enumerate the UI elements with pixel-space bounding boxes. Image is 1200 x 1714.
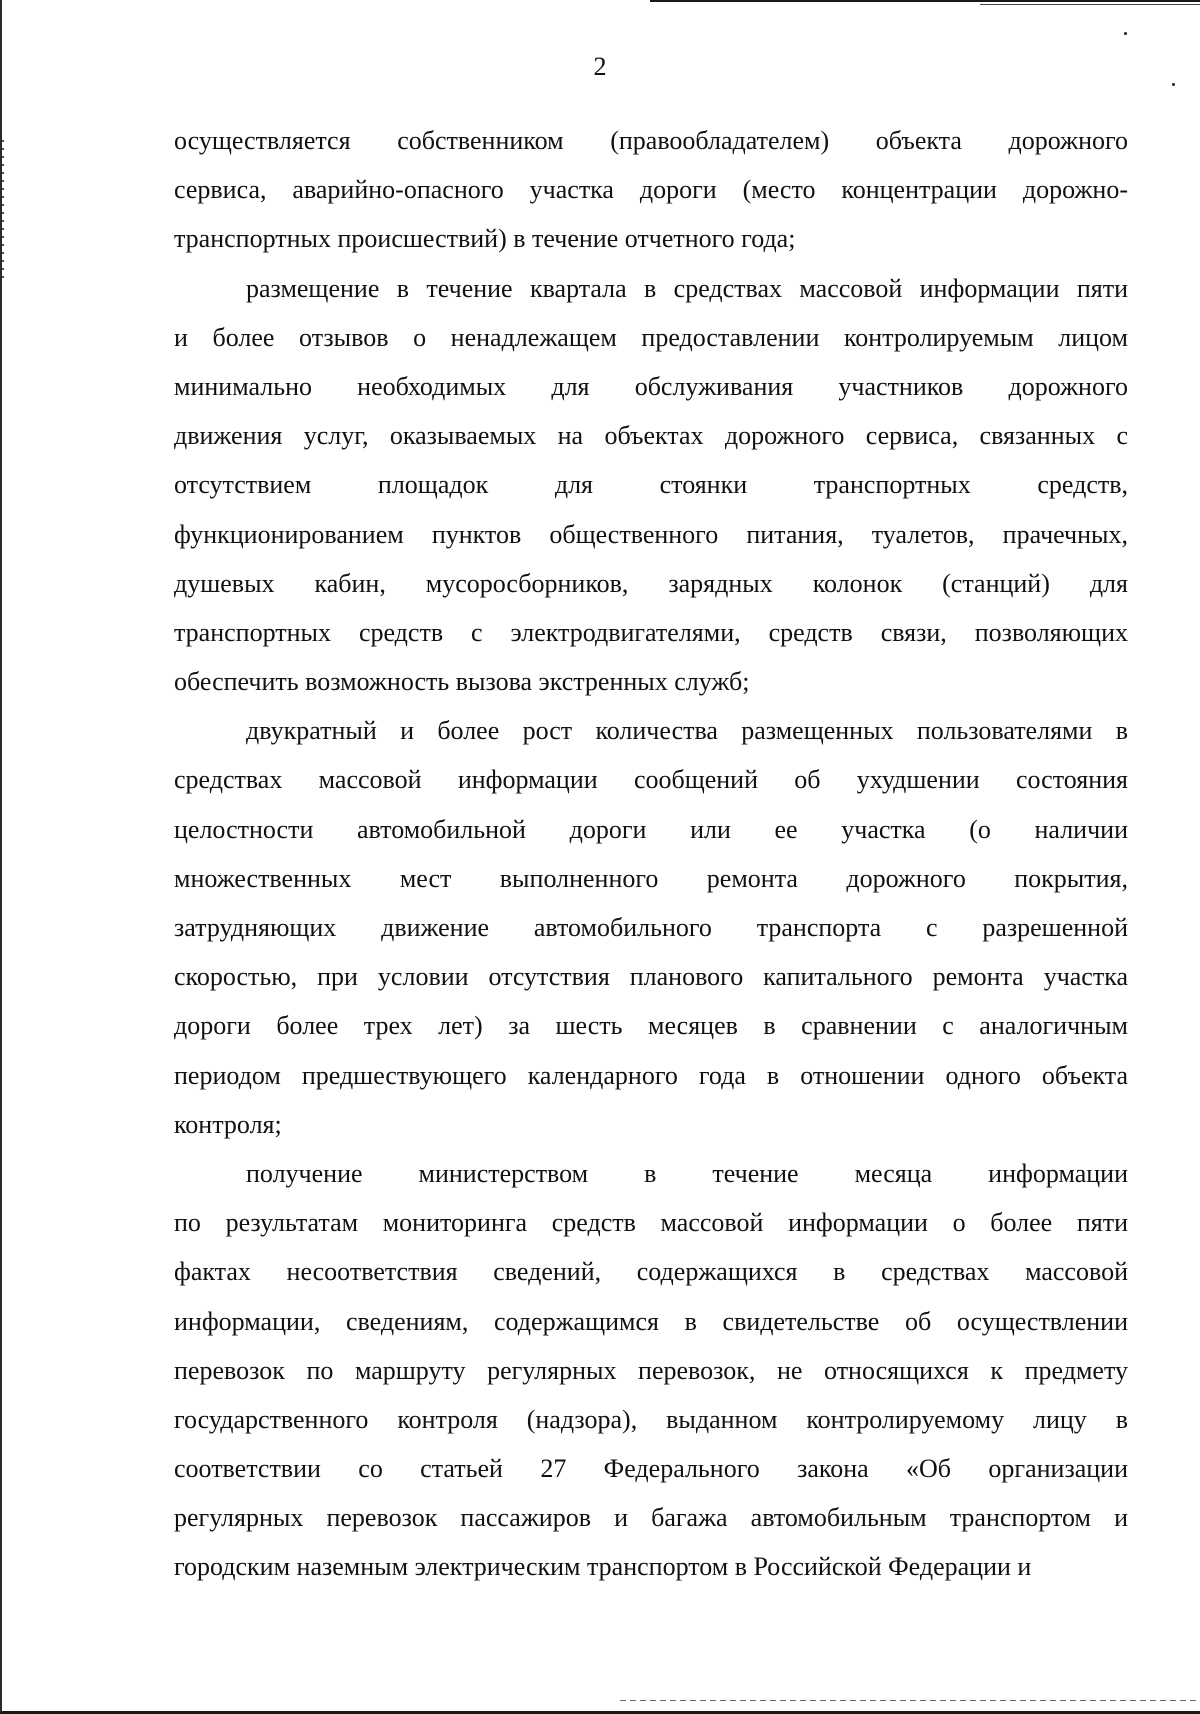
text-line: сервиса, аварийно-опасного участка дороги (место концентрации дорожно- <box>174 175 1128 205</box>
paragraph <box>174 1149 1128 1592</box>
text-line: функционированием пунктов общественного питания, туалетов, прачечных, <box>174 519 1128 549</box>
text-line: контроля; <box>174 1109 282 1139</box>
text-line: перевозок по маршруту регулярных перевозок, не относящихся к предмету <box>174 1355 1128 1385</box>
paragraph <box>174 264 1128 707</box>
text-line: городским наземным электрическим транспортом в Российской Федерации и <box>174 1552 1032 1582</box>
text-line: транспортных происшествий) в течение отчетного года; <box>174 224 796 254</box>
text-line: периодом предшествующего календарного года в отношении одного объекта <box>174 1060 1128 1090</box>
text-line: получение министерством в течение месяца информации <box>246 1158 1128 1188</box>
text-line: соответствии со статьей 27 Федерального закона «Об организации <box>174 1454 1128 1484</box>
paragraph <box>174 706 1128 1149</box>
text-line: и более отзывов о ненадлежащем предоставлении контролируемым лицом <box>174 322 1128 352</box>
text-line: затрудняющих движение автомобильного транспорта с разрешенной <box>174 913 1128 942</box>
text-line: транспортных средств с электродвигателями, средств связи, позволяющих <box>174 617 1128 647</box>
text-line: обеспечить возможность вызова экстренных служб; <box>174 667 750 697</box>
scan-edge-bottom-dashed <box>620 1700 1200 1701</box>
text-line: размещение в течение квартала в средствах массовой информации пяти <box>246 273 1128 303</box>
text-line: множественных мест выполненного ремонта дорожного покрытия, <box>174 863 1128 893</box>
text-line: минимально необходимых для обслуживания участников дорожного <box>174 371 1128 401</box>
scan-speck <box>1124 32 1127 35</box>
paragraph <box>174 116 1128 264</box>
text-line: фактах несоответствия сведений, содержащихся в средствах массовой <box>174 1257 1128 1287</box>
text-line: дороги более трех лет) за шесть месяцев в сравнении с аналогичным <box>174 1011 1128 1041</box>
scan-edge-top-secondary <box>980 4 1200 5</box>
text-line: душевых кабин, мусоросборников, зарядных колонок (станций) для <box>174 568 1128 598</box>
text-line: двукратный и более рост количества размещенных пользователями в <box>246 716 1128 746</box>
page-number: 2 <box>593 52 607 81</box>
text-line: средствах массовой информации сообщений об ухудшении состояния <box>174 765 1128 795</box>
scan-edge-top <box>650 0 1200 2</box>
text-line: осуществляется собственником (правообладателем) объекта дорожного <box>174 126 1128 155</box>
text-line: государственного контроля (надзора), выданном контролируемому лицу в <box>174 1404 1128 1434</box>
document-body <box>174 116 1128 1592</box>
text-line: информации, сведениям, содержащимся в свидетельстве об осуществлении <box>174 1306 1128 1336</box>
scan-edge-left-marks <box>2 140 4 280</box>
text-line: движения услуг, оказываемых на объектах дорожного сервиса, связанных с <box>174 421 1128 451</box>
text-line: отсутствием площадок для стоянки транспортных средств, <box>174 470 1128 500</box>
text-line: по результатам мониторинга средств массовой информации о более пяти <box>174 1208 1128 1238</box>
text-line: регулярных перевозок пассажиров и багажа автомобильным транспортом и <box>174 1503 1128 1533</box>
text-line: целостности автомобильной дороги или ее участка (о наличии <box>174 814 1128 844</box>
text-line: скоростью, при условии отсутствия планового капитального ремонта участка <box>174 962 1128 992</box>
